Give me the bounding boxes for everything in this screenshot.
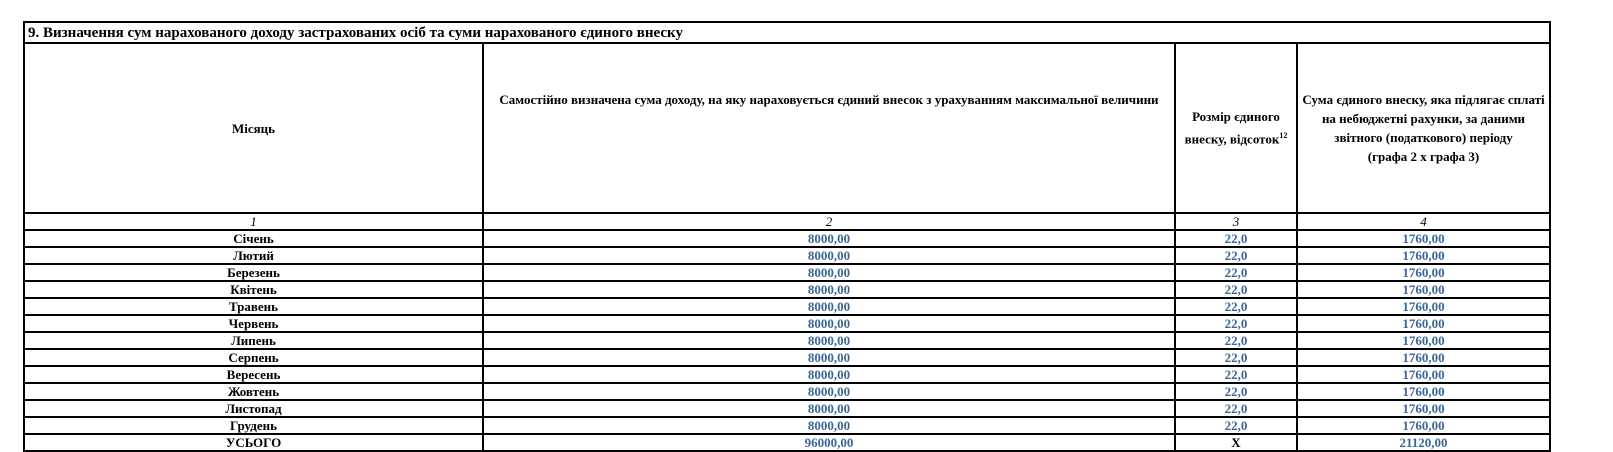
income-cell: 8000,00 xyxy=(483,247,1175,264)
column-number-2: 2 xyxy=(483,213,1175,230)
header-income: Самостійно визначена сума доходу, на яку нараховується єдиний внесок з урахуванням максимальної величини xyxy=(483,43,1175,213)
month-cell: Серпень xyxy=(24,349,483,366)
income-cell: 8000,00 xyxy=(483,332,1175,349)
income-cell: 8000,00 xyxy=(483,400,1175,417)
rate-cell: 22,0 xyxy=(1175,383,1297,400)
rate-cell: 22,0 xyxy=(1175,400,1297,417)
table-row xyxy=(24,298,1550,315)
month-cell: Грудень xyxy=(24,417,483,434)
column-number-4: 4 xyxy=(1297,213,1550,230)
income-cell: 8000,00 xyxy=(483,349,1175,366)
contribution-cell: 1760,00 xyxy=(1297,349,1550,366)
month-cell: Березень xyxy=(24,264,483,281)
column-number-1: 1 xyxy=(24,213,483,230)
contribution-cell: 1760,00 xyxy=(1297,298,1550,315)
month-cell: Жовтень xyxy=(24,383,483,400)
month-cell: Лютий xyxy=(24,247,483,264)
total-income: 96000,00 xyxy=(483,434,1175,451)
column-number-3: 3 xyxy=(1175,213,1297,230)
contribution-cell: 1760,00 xyxy=(1297,366,1550,383)
header-rate-label: Розмір єдиного внеску, відсоток xyxy=(1184,109,1280,147)
table-row xyxy=(24,247,1550,264)
table-row xyxy=(24,349,1550,366)
contribution-cell: 1760,00 xyxy=(1297,315,1550,332)
rate-cell: 22,0 xyxy=(1175,349,1297,366)
table-row xyxy=(24,332,1550,349)
income-cell: 8000,00 xyxy=(483,417,1175,434)
month-cell: Липень xyxy=(24,332,483,349)
rate-cell: 22,0 xyxy=(1175,247,1297,264)
rate-cell: 22,0 xyxy=(1175,417,1297,434)
rate-cell: 22,0 xyxy=(1175,332,1297,349)
contribution-cell: 1760,00 xyxy=(1297,230,1550,247)
month-cell: Червень xyxy=(24,315,483,332)
table-row xyxy=(24,264,1550,281)
month-cell: Травень xyxy=(24,298,483,315)
total-contribution: 21120,00 xyxy=(1297,434,1550,451)
rate-cell: 22,0 xyxy=(1175,366,1297,383)
contribution-cell: 1760,00 xyxy=(1297,247,1550,264)
income-cell: 8000,00 xyxy=(483,281,1175,298)
contribution-cell: 1760,00 xyxy=(1297,332,1550,349)
table-row xyxy=(24,383,1550,400)
footnote-ref: 12 xyxy=(1279,131,1288,141)
header-contribution-label: Сума єдиного внеску, яка підлягає сплаті на небюджетні рахунки, за даними звітного (податкового) періоду xyxy=(1302,92,1545,145)
table-row xyxy=(24,400,1550,417)
rate-cell: 22,0 xyxy=(1175,298,1297,315)
contribution-cell: 1760,00 xyxy=(1297,281,1550,298)
income-cell: 8000,00 xyxy=(483,230,1175,247)
income-cell: 8000,00 xyxy=(483,315,1175,332)
contribution-cell: 1760,00 xyxy=(1297,264,1550,281)
income-cell: 8000,00 xyxy=(483,298,1175,315)
total-rate: Х xyxy=(1175,434,1297,451)
rate-cell: 22,0 xyxy=(1175,315,1297,332)
income-cell: 8000,00 xyxy=(483,383,1175,400)
table-row xyxy=(24,417,1550,434)
month-cell: Квітень xyxy=(24,281,483,298)
header-contribution-formula: (графа 2 х графа 3) xyxy=(1367,149,1480,164)
total-label: УСЬОГО xyxy=(24,434,483,451)
income-contribution-table xyxy=(23,21,1551,452)
table-row xyxy=(24,315,1550,332)
table-row xyxy=(24,366,1550,383)
rate-cell: 22,0 xyxy=(1175,230,1297,247)
header-contribution xyxy=(1297,43,1550,213)
month-cell: Вересень xyxy=(24,366,483,383)
rate-cell: 22,0 xyxy=(1175,264,1297,281)
table-row xyxy=(24,230,1550,247)
month-cell: Січень xyxy=(24,230,483,247)
rate-cell: 22,0 xyxy=(1175,281,1297,298)
header-rate xyxy=(1175,43,1297,213)
contribution-cell: 1760,00 xyxy=(1297,417,1550,434)
income-cell: 8000,00 xyxy=(483,264,1175,281)
month-cell: Листопад xyxy=(24,400,483,417)
table-row xyxy=(24,281,1550,298)
contribution-cell: 1760,00 xyxy=(1297,383,1550,400)
total-row xyxy=(24,434,1550,451)
contribution-cell: 1760,00 xyxy=(1297,400,1550,417)
header-month: Місяць xyxy=(24,43,483,213)
income-cell: 8000,00 xyxy=(483,366,1175,383)
section-title: 9. Визначення сум нарахованого доходу застрахованих осіб та суми нарахованого єдиного внеску xyxy=(24,22,1550,43)
